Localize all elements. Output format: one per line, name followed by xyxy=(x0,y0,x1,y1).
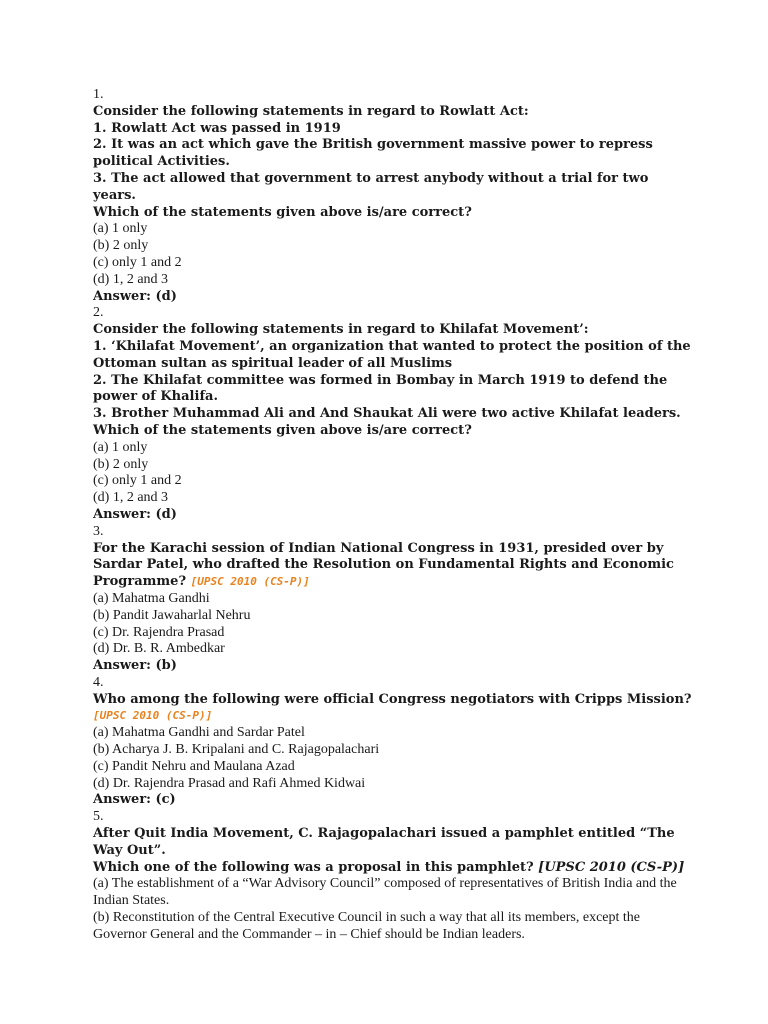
question-1 xyxy=(93,87,693,305)
option-d: (d) Dr. Rajendra Prasad and Rafi Ahmed Kidwai xyxy=(93,775,366,791)
answer: Answer: (b) xyxy=(93,658,177,674)
option-a: (a) The establishment of a “War Advisory Council” composed of representatives of British India and the Indian States. xyxy=(93,876,677,909)
question-stem: Consider the following statements in regard to Khilafat Movement’: xyxy=(93,322,589,338)
question-5 xyxy=(93,809,693,943)
question-number: 1. xyxy=(93,87,104,102)
statement-1: 1. ‘Khilafat Movement’, an organization that wanted to protect the position of the Ottoman sultan as spiritual leader of all Muslims xyxy=(93,338,691,371)
exam-tag: [UPSC 2010 (CS-P)] xyxy=(538,859,685,875)
question-ask: Which one of the following was a proposal in this pamphlet? xyxy=(93,859,534,875)
question-stem: Consider the following statements in regard to Rowlatt Act: xyxy=(93,103,529,119)
statement-1: 1. Rowlatt Act was passed in 1919 xyxy=(93,120,341,136)
statement-2: 2. It was an act which gave the British government massive power to repress political Activities. xyxy=(93,137,653,170)
option-d: (d) Dr. B. R. Ambedkar xyxy=(93,641,225,657)
option-c: (c) only 1 and 2 xyxy=(93,473,182,489)
question-ask: Which of the statements given above is/are correct? xyxy=(93,204,472,220)
option-a: (a) 1 only xyxy=(93,439,148,455)
question-number: 3. xyxy=(93,523,104,539)
option-c: (c) only 1 and 2 xyxy=(93,254,182,270)
question-number: 5. xyxy=(93,809,104,825)
option-a: (a) Mahatma Gandhi xyxy=(93,590,210,606)
option-b: (b) Pandit Jawaharlal Nehru xyxy=(93,607,251,623)
option-b: (b) Reconstitution of the Central Executive Council in such a way that all its members, except the Governor General and the Commander – in – Chief should be Indian leaders. xyxy=(93,910,641,942)
statement-2: 2. The Khilafat committee was formed in Bombay in March 1919 to defend the power of Khalifa. xyxy=(93,372,668,405)
option-a: (a) 1 only xyxy=(93,221,148,237)
question-stem: After Quit India Movement, C. Rajagopalachari issued a pamphlet entitled “The Way Out”. xyxy=(93,826,675,858)
question-stem: Who among the following were official Congress negotiators with Cripps Mission? xyxy=(93,691,692,707)
question-stem-line xyxy=(93,692,693,726)
option-c: (c) Pandit Nehru and Maulana Azad xyxy=(93,758,295,774)
option-d: (d) 1, 2 and 3 xyxy=(93,490,169,506)
question-stem-line xyxy=(93,541,693,591)
option-c: (c) Dr. Rajendra Prasad xyxy=(93,624,225,640)
question-ask-line xyxy=(93,860,693,877)
question-3 xyxy=(93,524,693,675)
question-ask: Which of the statements given above is/are correct? xyxy=(93,422,472,438)
answer: Answer: (d) xyxy=(93,506,177,522)
question-4 xyxy=(93,675,693,809)
option-b: (b) 2 only xyxy=(93,456,149,472)
statement-3: 3. Brother Muhammad Ali and And Shaukat Ali were two active Khilafat leaders. xyxy=(93,406,681,422)
statement-3: 3. The act allowed that government to arrest anybody without a trial for two years. xyxy=(93,170,649,203)
answer: Answer: (d) xyxy=(93,288,177,304)
question-2 xyxy=(93,305,693,523)
document-page xyxy=(93,87,693,944)
exam-tag: [UPSC 2010 (CS-P)] xyxy=(93,709,213,723)
option-d: (d) 1, 2 and 3 xyxy=(93,271,169,287)
question-number: 4. xyxy=(93,674,104,690)
question-number: 2. xyxy=(93,305,104,321)
option-b: (b) 2 only xyxy=(93,238,149,254)
option-b: (b) Acharya J. B. Kripalani and C. Rajagopalachari xyxy=(93,742,380,758)
question-stem: For the Karachi session of Indian National Congress in 1931, presided over by Sardar Patel, who drafted the Resolution on Fundamental Rights and Economic Programme? xyxy=(93,540,674,590)
option-a: (a) Mahatma Gandhi and Sardar Patel xyxy=(93,725,305,741)
answer: Answer: (c) xyxy=(93,792,176,808)
exam-tag: [UPSC 2010 (CS-P)] xyxy=(190,575,310,589)
